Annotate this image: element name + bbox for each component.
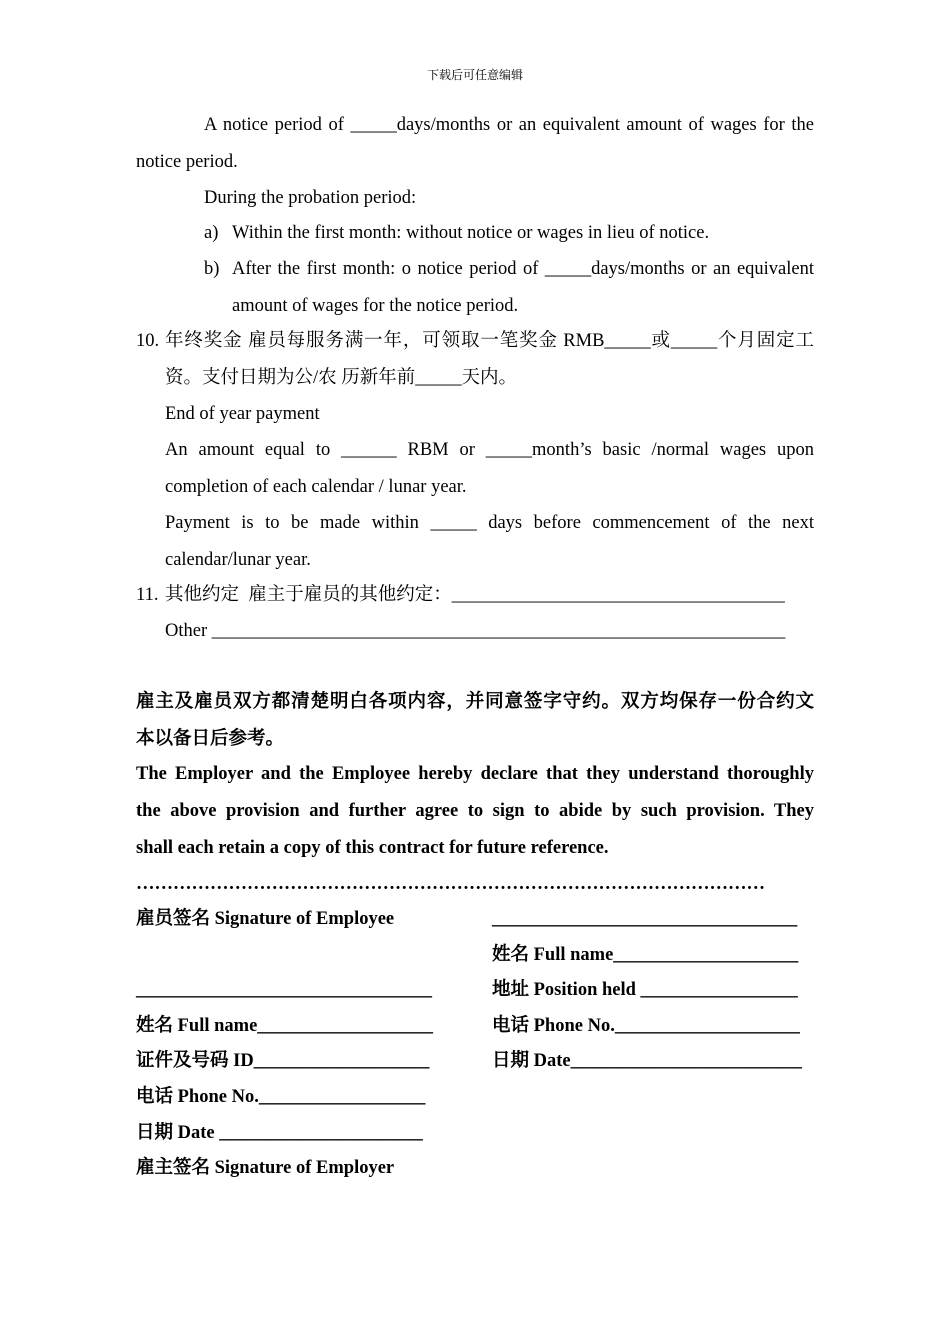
probation-heading: During the probation period:: [204, 188, 417, 208]
notice-line-1: A notice period of _____days/months or an equivalent amount of wages for the: [204, 115, 814, 135]
item-10-cn-line-1: 年终奖金 雇员每服务满一年，可领取一笔奖金 RMB_____或_____个月固定工: [165, 331, 814, 351]
list-item-b-line-1: After the first month: o notice period of _____days/months or an equivalent: [232, 259, 814, 279]
item-10-number: 10.: [136, 331, 160, 351]
employer-phone-field: 电话 Phone No.__________________: [136, 1087, 426, 1107]
list-marker-b: b): [204, 259, 220, 279]
item-10-payment-line-1: Payment is to be made within _____ days before commencement of the next: [165, 513, 814, 533]
employee-date-field: 日期 Date_________________________: [492, 1051, 802, 1071]
item-10-amount-line-2: completion of each calendar / lunar year.: [165, 477, 467, 497]
employer-id-field: 证件及号码 ID___________________: [136, 1051, 430, 1071]
dotted-separator: …………………………………………………………………………………………: [136, 874, 765, 894]
item-10-amount-line-1: An amount equal to ______ RBM or _____month’s basic /normal wages upon: [165, 440, 814, 460]
employer-signature-label: 雇主签名 Signature of Employer: [136, 1158, 395, 1178]
employer-signature-line: ________________________________: [136, 980, 432, 1000]
employee-phone-field: 电话 Phone No.____________________: [492, 1016, 800, 1036]
item-10-payment-line-2: calendar/lunar year.: [165, 550, 311, 570]
employer-full-name-field: 姓名 Full name___________________: [136, 1016, 434, 1036]
page-header: 下载后可任意编辑: [426, 68, 523, 82]
declaration-en-line-2: the above provision and further agree to sign to abide by such provision. They: [136, 801, 814, 821]
declaration-cn-line-1: 雇主及雇员双方都清楚明白各项内容，并同意签字守约。双方均保存一份合约文: [136, 692, 814, 712]
item-10-cn-line-2: 资。支付日期为公/农 历新年前_____天内。: [165, 368, 518, 388]
declaration-en-line-3: shall each retain a copy of this contract for future reference.: [136, 838, 609, 858]
declaration-cn-line-2: 本以备日后参考。: [136, 729, 285, 749]
item-11-other-line: Other ______________________________________________________________: [165, 621, 786, 641]
employee-signature-line: _________________________________: [492, 909, 798, 929]
employee-position-field: 地址 Position held _________________: [492, 980, 798, 1000]
item-11-number: 11.: [136, 585, 159, 605]
item-10-title: End of year payment: [165, 404, 320, 424]
list-item-b-line-2: amount of wages for the notice period.: [232, 296, 519, 316]
list-marker-a: a): [204, 223, 219, 243]
declaration-en-line-1: The Employer and the Employee hereby declare that they understand thoroughly: [136, 764, 814, 784]
employee-full-name-field: 姓名 Full name____________________: [492, 945, 799, 965]
item-11-cn-line: 其他约定 雇主于雇员的其他约定：____________________________________: [165, 585, 785, 605]
employer-date-field: 日期 Date ______________________: [136, 1123, 423, 1143]
employee-signature-label: 雇员签名 Signature of Employee: [136, 909, 395, 929]
list-item-a: Within the first month: without notice or wages in lieu of notice.: [232, 223, 710, 243]
notice-line-2: notice period.: [136, 152, 238, 172]
